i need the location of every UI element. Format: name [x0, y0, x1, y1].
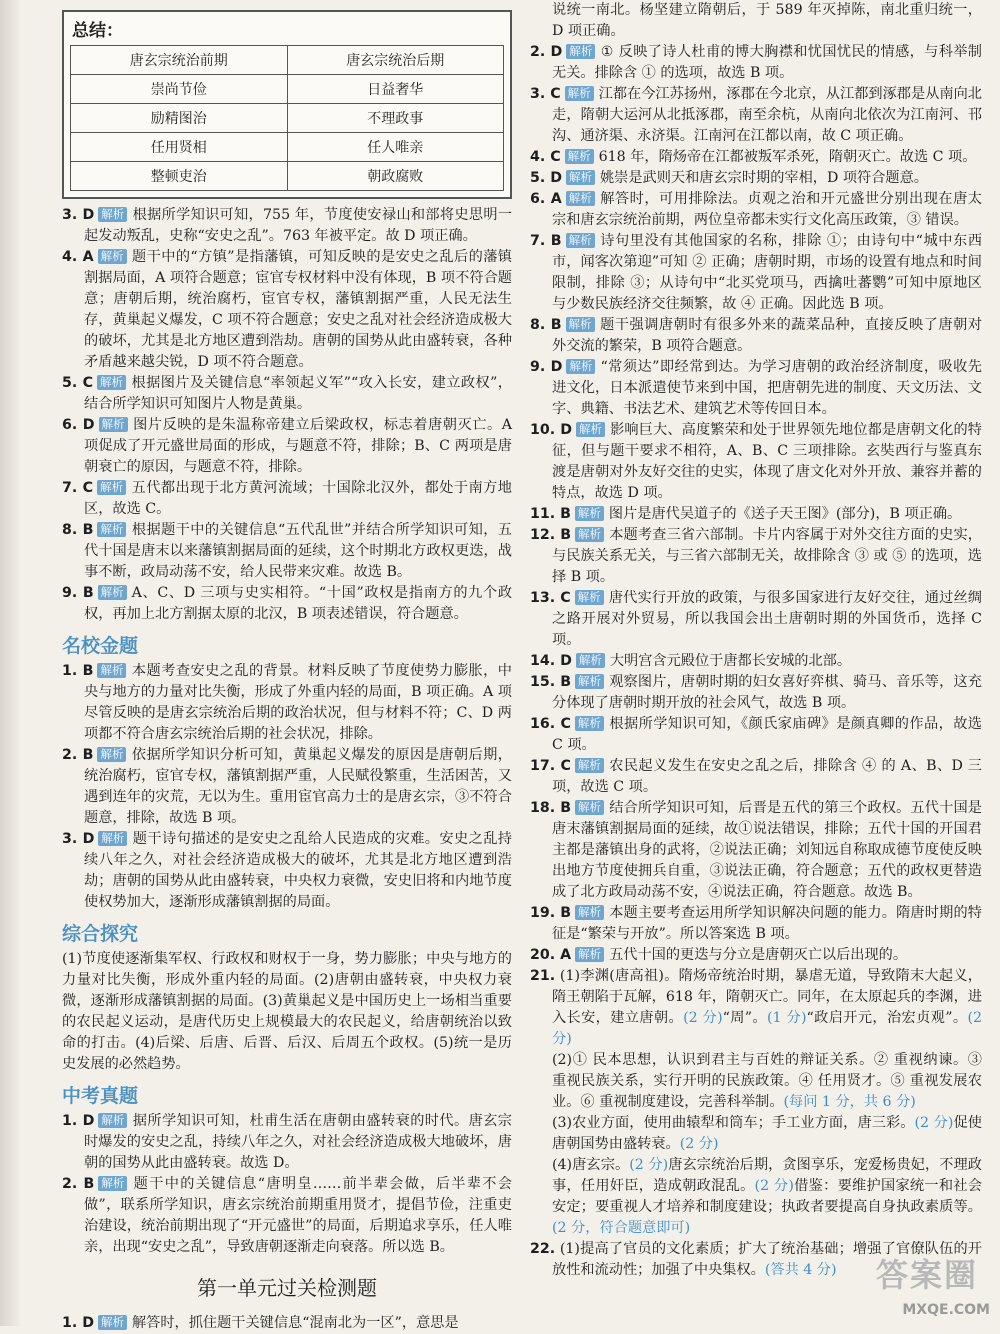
q21-score: (2 分)	[683, 1010, 723, 1026]
summary-cell: 唐玄宗统治前期	[71, 46, 288, 75]
answer-list-unit	[530, 42, 982, 966]
q22-score: 共 4 分)	[784, 1262, 837, 1278]
summary-cell: 任用贤相	[71, 133, 288, 162]
q21-part1-text3: “政启开元，治宏贞观”。	[806, 1010, 968, 1026]
answer-number: 8. B	[62, 522, 94, 538]
answer-text: 图片是唐代吴道子的《送子天王图》(部分)，B 项正确。	[608, 506, 962, 522]
q21-part3-text2: 促使唐朝国势由盛转衰。	[552, 1115, 982, 1152]
answer-item	[530, 84, 982, 147]
answer-text: 结合所学知识可知，后晋是五代的第三个政权。五代十国是唐末藩镇割据局面的延续，故①说法错误，排除；五代十国的开国君主都是藩镇出身的武将，②说法正确；刘知远自称取成德节度使反映出地方节度使拥兵自重，③说法正确，符合题意；五代的政权更替造成了北方政局动荡不安，④说法正确，符合题意。故选 B。	[552, 800, 982, 900]
analysis-tag: 解析	[575, 590, 604, 605]
zonghe-answer: (1)节度使逐渐集军权、行政权和财权于一身，势力膨胀；中央与地方的力量对比失衡，形成外重内轻的局面。(2)唐朝由盛转衰，中央权力衰微，逐渐形成藩镇割据的局面。(3)黄巢起义是中国历史上一场相当重要的农民起义运动，是唐代历史上规模最大的农民起义，给唐朝统治以致命的打击。(4)后梁、后唐、后晋、后汉、后周五个政权。(5)统一是历史发展的必然趋势。	[62, 951, 512, 1072]
analysis-tag: 解析	[575, 674, 604, 689]
summary-row	[71, 75, 504, 104]
answer-text: 本题考查三省六部制。卡片内容属于对外交往方面的史实，与民族关系无关，与三省六部制无关，故排除含 ③ 或 ⑤ 的选项，选择 B 项。	[552, 527, 982, 585]
answer-number: 9. D	[530, 359, 563, 375]
analysis-tag: 解析	[99, 417, 128, 432]
analysis-tag: 解析	[98, 831, 127, 846]
answer-text: 根据题干中的关键信息“五代乱世”并结合所学知识可知，五代十国是唐末以来藩镇割据局面的延续，这个时期北方政权更迭，战事不断，政局动荡不安，给人民带来灾难。故选 B。	[84, 522, 512, 580]
analysis-tag: 解析	[576, 653, 605, 668]
summary-cell: 朝政腐败	[287, 162, 504, 191]
answer-text: 本题考查安史之乱的背景。材料反映了节度使势力膨胀，中央与地方的力量对比失衡，形成了外重内轻的局面，B 项正确。A 项尽管反映的是唐玄宗统治后期的政治状况，但与材料不符；C、D 两项都不符合唐玄宗统治后期的社会状况，排除。	[84, 663, 512, 742]
answer-number: 2. D	[530, 44, 563, 60]
answer-text: “常须达”即经常到达。为学习唐朝的政治经济制度，吸收先进文化，日本派遣使节来到中国，把唐朝先进的制度、天文历法、文字、典籍、书法艺术、建筑艺术等传回日本。	[552, 359, 982, 417]
answer-list-zhongkao	[62, 1111, 512, 1258]
answer-text: 题干强调唐朝时有很多外来的蔬菜品种，直接反映了唐朝对外交流的繁荣，B 项符合题意。	[552, 317, 982, 354]
q21-score: (2 分)	[629, 1157, 669, 1173]
answer-item	[530, 189, 982, 231]
analysis-tag: 解析	[97, 522, 126, 537]
summary-cell: 不理政事	[287, 104, 504, 133]
analysis-tag: 解析	[97, 663, 126, 678]
answer-item	[530, 147, 982, 168]
analysis-tag: 解析	[97, 375, 126, 390]
analysis-tag: 解析	[98, 207, 127, 222]
section-title-zonghe: 综合探究	[62, 923, 139, 945]
answer-number: 4. C	[530, 149, 561, 165]
analysis-tag: 解析	[576, 422, 605, 437]
page-edge-shadow	[0, 0, 22, 1326]
answer-number: 13. C	[530, 590, 571, 606]
analysis-tag: 解析	[575, 506, 604, 521]
analysis-tag: 解析	[98, 1176, 127, 1191]
answer-item	[530, 357, 982, 420]
answer-item	[530, 168, 982, 189]
answer-text: A、C、D 三项与史实相符。“十国”政权是指南方的九个政权，再加上北方割据太原的北汉，B 项表述错误，符合题意。	[84, 585, 513, 622]
answer-text: 五代十国的更迭与分立是唐朝灭亡以后出现的。	[609, 947, 908, 963]
analysis-tag: 解析	[98, 1113, 127, 1128]
answer-number: 5. D	[530, 170, 562, 186]
section-title-mingxiao: 名校金题	[62, 635, 139, 657]
answer-number: 21.	[530, 968, 556, 984]
q21-score: (2 分，符合题意即可)	[552, 1220, 691, 1236]
analysis-tag: 解析	[565, 86, 594, 101]
answer-text: 姚崇是武则天和唐玄宗时期的宰相，D 项符合题意。	[599, 170, 928, 186]
analysis-tag: 解析	[566, 317, 595, 332]
answer-number: 19. B	[530, 905, 572, 921]
q21-score: (2 分)	[552, 1010, 982, 1047]
analysis-tag: 解析	[566, 44, 595, 59]
analysis-tag: 解析	[575, 758, 604, 773]
analysis-tag: 解析	[98, 585, 127, 600]
left-column	[62, 0, 512, 1334]
answer-text: 江都在今江苏扬州，涿郡在今北京，从江都到涿郡是从南向北走，隋朝大运河从北抵涿郡，南至余杭，从南向北依次为江南河、邗沟、通济渠、永济渠。江南河在江都以南，故 C 项正确。	[552, 86, 982, 144]
answer-number: 10. D	[530, 422, 572, 438]
q21-part4-text2: 唐玄宗统治后期，贪图享乐，宠爱杨贵妃，不理政事，任用奸臣，造成朝政混乱。	[552, 1157, 982, 1194]
q21-part3	[530, 1113, 982, 1155]
watermark-site: MXQE.COM	[902, 1302, 990, 1318]
analysis-tag: 解析	[565, 149, 594, 164]
summary-row	[71, 133, 504, 162]
answer-item	[530, 42, 982, 84]
analysis-tag: 解析	[575, 527, 604, 542]
analysis-tag: 解析	[566, 191, 595, 206]
answer-text: 根据所学知识可知，755 年，节度使安禄山和部将史思明一起发动叛乱，史称“安史之乱”。763 年被平定。故 D 项正确。	[84, 207, 513, 244]
summary-cell: 任人唯亲	[287, 133, 504, 162]
answer-text: 诗句里没有其他国家的名称，排除 ①；由诗句中“城中东西市，闻客次第迎”可知 ② 正确；唐朝时期，市场的设置有地点和时间限制，排除 ③；从诗句中“北买党项马，西擒吐蕃鹦”可知中原地区与少数民族经济交往频繁，故 ④ 正确。因此选 B 项。	[552, 233, 983, 312]
q21-score: (1 分)	[767, 1010, 807, 1026]
answer-item	[530, 903, 982, 945]
summary-table	[70, 45, 504, 191]
answer-item	[530, 798, 982, 903]
answer-number: 1. B	[62, 663, 94, 679]
answer-text: 依据所学知识分析可知，黄巢起义爆发的原因是唐朝后期，统治腐朽，宦官专权，藩镇割据严重，人民赋役繁重，生活困苦，又遇到连年的灾荒，无以为生。重用宦官高力士的是唐玄宗，③不符合题意，排除，故选 B 项。	[84, 747, 512, 826]
answer-text: 观察图片，唐朝时期的妇女喜好弈棋、骑马、音乐等，这充分体现了唐朝时期开放的社会风气，故选 B 项。	[552, 674, 982, 711]
analysis-tag: 解析	[575, 800, 604, 815]
answer-number: 1. D	[62, 1315, 94, 1331]
answer-text: 农民起义发生在安史之乱之后，排除含 ④ 的 A、B、D 三项，故选 C 项。	[552, 758, 982, 795]
answer-item	[530, 231, 982, 315]
answer-number: 1. D	[62, 1113, 95, 1129]
answer-number: 7. C	[62, 480, 94, 496]
answer-text: 题干中的关键信息“唐明皇……前半辈会做，后半辈不会做”，联系所学知识，唐玄宗统治前期重用贤才，提倡节俭，注重吏治建设，统治前期出现了“开元盛世”的局面，后期追求享乐，任人唯亲，出现“安史之乱”，导致唐朝逐渐走向衰落。所以选 B。	[84, 1176, 512, 1255]
answer-item	[62, 1174, 512, 1258]
q21-score: (2 分)	[679, 1136, 719, 1152]
unit-answer-item	[62, 1313, 512, 1334]
analysis-tag: 解析	[98, 1315, 127, 1330]
answer-number: 17. C	[530, 758, 571, 774]
q21-part3-text: (3)农业方面，使用曲辕犁和筒车；手工业方面，唐三彩。	[552, 1115, 915, 1131]
q21-part1-text: (1)李渊(唐高祖)。隋炀帝统治时期，暴虐无道，导致隋末大起义，隋王朝陷于瓦解，618 年，隋朝灭亡。同年，在太原起兵的李渊，进入长安，建立唐朝。	[552, 968, 982, 1026]
q22-text: (1)提高了官员的文化素质；扩大了统治基础；增强了官僚队伍的开放性和流动性；加强了中央集权。	[552, 1241, 982, 1278]
answer-item	[530, 588, 982, 651]
unit-test-title: 第一单元过关检测题	[197, 1276, 377, 1300]
answer-number: 14. D	[530, 653, 572, 669]
answer-item	[530, 945, 982, 966]
answer-text: 大明宫含元殿位于唐都长安城的北部。	[609, 653, 852, 669]
answer-item-21	[530, 966, 982, 1050]
answer-number: 4. A	[62, 249, 94, 265]
q21-part2-text: (2)① 民本思想，认识到君主与百姓的辩证关系。② 重视纳谏。③ 重视民族关系，实行开明的民族政策。④ 任用贤才。⑤ 重视发展农业。⑥ 重视制度建设，完善科举制。	[552, 1052, 982, 1110]
summary-cell: 日益奢华	[287, 75, 504, 104]
answer-number: 11. B	[530, 506, 571, 522]
q21-part4-text: (4)唐玄宗。	[552, 1157, 630, 1173]
answer-number: 6. D	[62, 417, 95, 433]
q21-score: (2 分)	[914, 1115, 954, 1131]
q21-part4-text3: 借鉴：要维护国家统一和社会安定；要重视人才培养和制度建设；执政者要提高自身执政素质等。	[552, 1178, 982, 1215]
answer-item	[62, 1111, 512, 1174]
q21-part2	[530, 1050, 982, 1113]
analysis-tag: 解析	[575, 716, 604, 731]
answer-item	[62, 829, 512, 913]
answer-number: 3. D	[62, 207, 95, 223]
summary-row	[71, 104, 504, 133]
analysis-tag: 解析	[98, 249, 127, 264]
answer-text: 根据图片及关键信息“率领起义军”“攻入长安，建立政权”，结合所学知识可知图片人物是黄巢。	[84, 375, 512, 412]
answer-text: 据所学知识可知，杜甫生活在唐朝由盛转衰的时代。唐玄宗时爆发的安史之乱，持续八年之久，对社会经济造成极大地破坏，唐朝的国势从此由盛转衰。故选 D。	[84, 1113, 512, 1171]
answer-text: ① 反映了诗人杜甫的博大胸襟和忧国忧民的情感，与科举制无关。排除含 ① 的选项，故选 B 项。	[552, 44, 982, 81]
answer-number: 20. A	[530, 947, 572, 963]
answer-item	[62, 247, 512, 373]
answer-item	[62, 415, 512, 478]
answer-item	[62, 373, 512, 415]
q21-score: (每问 1 分，共 6 分)	[783, 1094, 916, 1110]
answer-number: 5. C	[62, 375, 94, 391]
answer-item	[530, 756, 982, 798]
analysis-tag: 解析	[566, 233, 595, 248]
answer-item	[530, 525, 982, 588]
summary-cell: 整顿吏治	[71, 162, 288, 191]
answer-number: 3. D	[62, 831, 95, 847]
q21-score: (2 分)	[754, 1178, 794, 1194]
summary-title: 总结：	[72, 21, 123, 41]
answer-list-mingxiao	[62, 661, 512, 913]
analysis-tag: 解析	[575, 905, 604, 920]
answer-item	[530, 315, 982, 357]
q22-score: (答	[764, 1262, 785, 1278]
answer-item	[62, 583, 512, 625]
answer-item	[530, 714, 982, 756]
answer-number: 2. B	[62, 1176, 95, 1192]
analysis-tag: 解析	[97, 747, 126, 762]
answer-text: 唐代实行开放的政策，与很多国家进行友好交往，通过丝绸之路开展对外贸易，所以我国会出土唐朝时期的外国货币，选择 C 项。	[552, 590, 982, 648]
answer-item	[62, 661, 512, 745]
summary-cell: 唐玄宗统治后期	[287, 46, 504, 75]
answer-number: 15. B	[530, 674, 572, 690]
answer-number: 7. B	[530, 233, 562, 249]
analysis-tag: 解析	[566, 170, 595, 185]
answer-item	[530, 420, 982, 504]
answer-text: 本题主要考查运用所学知识解决问题的能力。隋唐时期的特征是“繁荣与开放”。所以答案选 B 项。	[552, 905, 982, 942]
answer-text: 解答时，抓住题干关键信息“混南北为一区”，意思是	[131, 1315, 459, 1331]
continued-answer-text: 说统一南北。杨坚建立隋朝后，于 589 年灭掉陈，南北重归统一，D 项正确。	[552, 2, 982, 39]
answer-text: 根据所学知识可知，《颜氏家庙碑》是颜真卿的作品，故选 C 项。	[552, 716, 982, 753]
summary-box	[62, 10, 512, 199]
summary-cell: 崇尚节俭	[71, 75, 288, 104]
answer-text: 题干中的“方镇”是指藩镇，可知反映的是安史之乱后的藩镇割据局面，A 项符合题意；宦官专权材料中没有体现，B 项不符合题意；唐朝后期，统治腐朽，宦官专权，藩镇割据严重，人民无法生存，黄巢起义爆发，C 项不符合题意；安史之乱对社会经济造成极大的破坏，尤其是北方地区遭到浩劫。唐朝的国势从此由盛转衰，各种矛盾越来越尖锐，D 项不符合题意。	[84, 249, 512, 370]
summary-cell: 励精图治	[71, 104, 288, 133]
answer-item	[530, 651, 982, 672]
analysis-tag: 解析	[97, 480, 126, 495]
answer-text: 五代都出现于北方黄河流域；十国除北汉外，都处于南方地区，故选 C。	[84, 480, 512, 517]
answer-number: 18. B	[530, 800, 572, 816]
analysis-tag: 解析	[566, 359, 595, 374]
section-title-zhongkao: 中考真题	[62, 1085, 139, 1107]
answer-number: 16. C	[530, 716, 571, 732]
q21-part1-text2: “周”。	[722, 1010, 767, 1026]
answer-text: 图片反映的是朱温称帝建立后梁政权，标志着唐朝灭亡。A 项促成了开元盛世局面的形成，与题意不符，排除；B、C 两项是唐朝衰亡的原因，与题意不符，排除。	[84, 417, 513, 475]
answer-item	[62, 520, 512, 583]
answer-item	[530, 504, 982, 525]
answer-text: 618 年，隋炀帝在江都被叛军杀死，隋朝灭亡。故选 C 项。	[598, 149, 977, 165]
answer-item	[62, 205, 512, 247]
answer-number: 12. B	[530, 527, 572, 543]
answer-list-section1	[62, 205, 512, 625]
answer-number: 22.	[530, 1241, 556, 1257]
answer-item	[62, 745, 512, 829]
watermark-logo: 答案圈	[875, 1256, 978, 1294]
answer-number: 8. B	[530, 317, 562, 333]
answer-text: 解答时，可用排除法。贞观之治和开元盛世分别出现在唐太宗和唐玄宗统治前期，两位皇帝都未实行文化高压政策，③ 错误。	[552, 191, 982, 228]
answer-text: 影响巨大、高度繁荣和处于世界领先地位都是唐朝文化的特征，但与题干要求不相符，A、B、C 三项排除。玄奘西行与鉴真东渡是唐朝对外友好交往的史实，体现了唐文化对外开放、兼容并蓄的特点，故选 D 项。	[552, 422, 982, 501]
q21-part4	[530, 1155, 982, 1239]
right-column	[530, 0, 982, 1281]
answer-number: 3. C	[530, 86, 561, 102]
answer-text: 题干诗句描述的是安史之乱给人民造成的灾难。安史之乱持续八年之久，对社会经济造成极大的破坏，尤其是北方地区遭到浩劫；唐朝的国势从此由盛转衰，中央权力衰微，安史旧将和内地节度使权势加大，逐渐形成藩镇割据的局面。	[84, 831, 512, 910]
answer-item	[530, 672, 982, 714]
answer-number: 9. B	[62, 585, 94, 601]
answer-item	[62, 478, 512, 520]
summary-row	[71, 46, 504, 75]
summary-row	[71, 162, 504, 191]
answer-number: 6. A	[530, 191, 562, 207]
analysis-tag: 解析	[575, 947, 604, 962]
answer-number: 2. B	[62, 747, 94, 763]
